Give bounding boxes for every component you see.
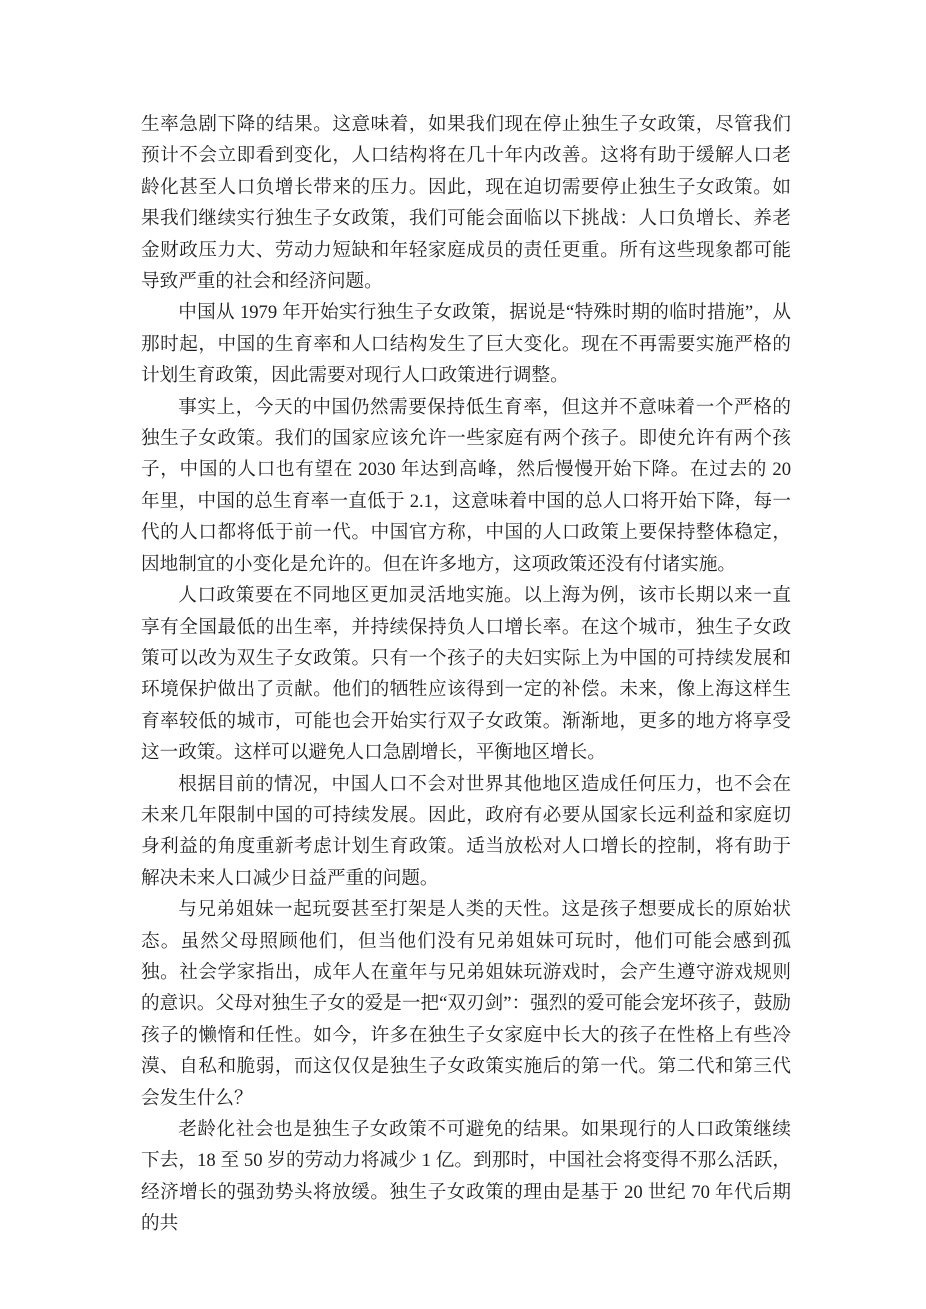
paragraph: 与兄弟姐妹一起玩耍甚至打架是人类的天性。这是孩子想要成长的原始状态。虽然父母照顾他们，但当他们没有兄弟姐妹可玩时，他们可能会感到孤独。社会学家指出，成年人在童年与兄弟姐妹玩游戏时，会产生遵守游戏规则的意识。父母对独生子女的爱是一把“双刃剑”：强烈的爱可能会宠坏孩子，鼓励孩子的懒惰和任性。如今，许多在独生子女家庭中长大的孩子在性格上有些冷漠、自私和脆弱，而这仅仅是独生子女政策实施后的第一代。第二代和第三代会发生什么？ <box>141 899 791 1109</box>
paragraph: 生率急剧下降的结果。这意味着，如果我们现在停止独生子女政策，尽管我们预计不会立即看到变化，人口结构将在几十年内改善。这将有助于缓解人口老龄化甚至人口负增长带来的压力。因此，现在迫切需要停止独生子女政策。如果我们继续实行独生子女政策，我们可能会面临以下挑战：人口负增长、养老金财政压力大、劳动力短缺和年轻家庭成员的责任更重。所有这些现象都可能导致严重的社会和经济问题。 <box>141 114 791 293</box>
paragraph: 中国从 1979 年开始实行独生子女政策，据说是“特殊时期的临时措施”，从那时起，中国的生育率和人口结构发生了巨大变化。现在不再需要实施严格的计划生育政策，因此需要对现行人口政策进行调整。 <box>141 302 791 387</box>
paragraph: 根据目前的情况，中国人口不会对世界其他地区造成任何压力，也不会在未来几年限制中国的可持续发展。因此，政府有必要从国家长远利益和家庭切身利益的角度重新考虑计划生育政策。适当放松对人口增长的控制，将有助于解决未来人口减少日益严重的问题。 <box>141 773 791 889</box>
text-block <box>141 109 791 1240</box>
paragraph: 事实上，今天的中国仍然需要保持低生育率，但这并不意味着一个严格的独生子女政策。我们的国家应该允许一些家庭有两个孩子。即使允许有两个孩子，中国的人口也有望在 2030 年达到高峰，然后慢慢开始下降。在过去的 20 年里，中国的总生育率一直低于 2.1，这意味着中国的总人口将开始下降，每一代的人口都将低于前一代。中国官方称，中国的人口政策上要保持整体稳定，因地制宜的小变化是允许的。但在许多地方，这项政策还没有付诸实施。 <box>141 396 791 575</box>
paragraph: 老龄化社会也是独生子女政策不可避免的结果。如果现行的人口政策继续下去，18 至 50 岁的劳动力将减少 1 亿。到那时，中国社会将变得不那么活跃，经济增长的强劲势头将放缓。独生子女政策的理由是基于 20 世纪 70 年代后期的共 <box>141 1119 791 1235</box>
paragraph: 人口政策要在不同地区更加灵活地实施。以上海为例，该市长期以来一直享有全国最低的出生率，并持续保持负人口增长率。在这个城市，独生子女政策可以改为双生子女政策。只有一个孩子的夫妇实际上为中国的可持续发展和环境保护做出了贡献。他们的牺牲应该得到一定的补偿。未来，像上海这样生育率较低的城市，可能也会开始实行双子女政策。渐渐地，更多的地方将享受这一政策。这样可以避免人口急剧增长，平衡地区增长。 <box>141 585 791 764</box>
